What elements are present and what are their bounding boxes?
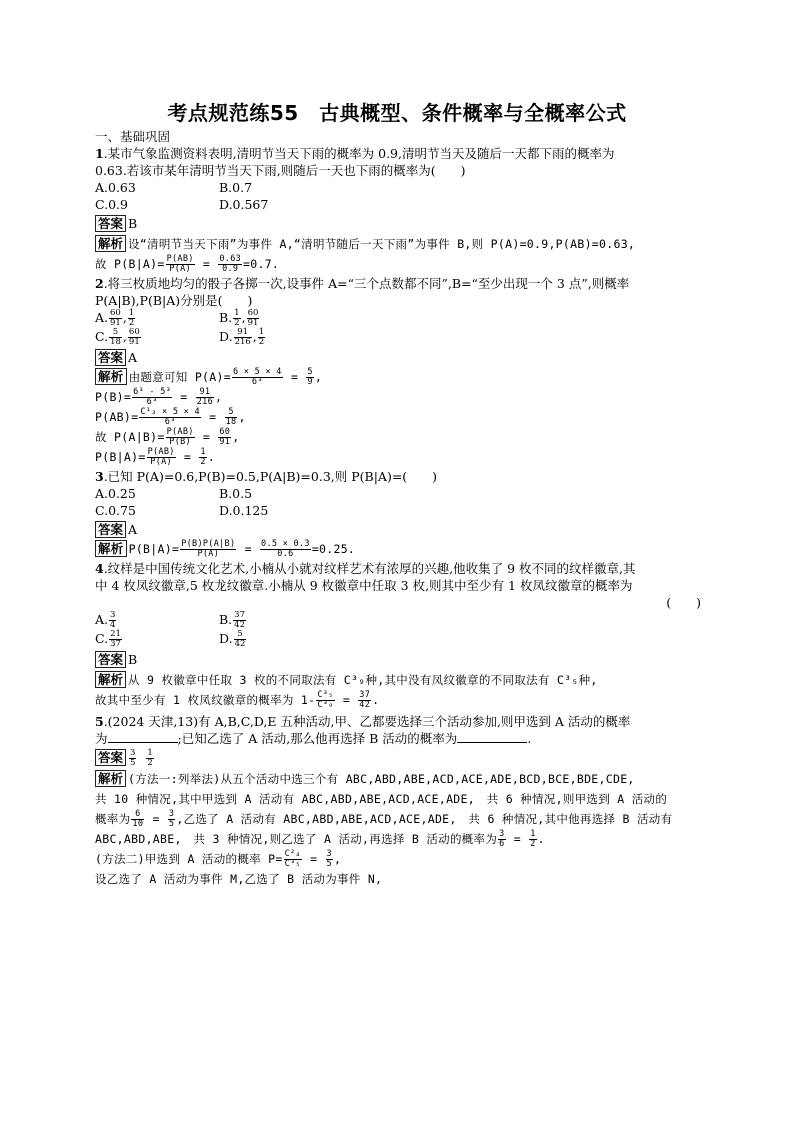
question-text: ;已知乙选了 A 活动,那么他再选择 B 活动的概率为 [177,731,458,746]
solution-text: 设乙选了 A 活动为事件 M,乙选了 B 活动为事件 N, [95,872,383,886]
question-text: 中 4 枚凤纹徽章,5 枚龙纹徽章.小楠从 9 枚徽章中任取 3 枚,则其中至少有 1 枚凤纹徽章的概率为 [95,578,633,593]
option-c: C. $\frac{5}{18}$ , $\frac{60}{91}$ [95,327,140,347]
option-c: C.0.75 [95,503,136,518]
option-b: B.0.5 [219,486,253,501]
option-b: B.0.7 [219,180,253,195]
question-text: .将三枚质地均匀的骰子各掷一次,设事件 A=“三个点数都不同”,B=“至少出现一个 3 点”,则概率 [103,276,630,291]
option-d: D. $\frac{91}{216}$ , $\frac{1}{2}$ [219,327,265,347]
answer-paren: ( ) [666,595,701,610]
answer-blank[interactable] [108,730,178,743]
question-text: .纹样是中国传统文化艺术,小楠从小就对纹样艺术有浓厚的兴趣,他收集了 9 枚不同的纹样徽章,其 [103,561,636,576]
option-a: A.0.25 [95,486,136,501]
question-text: P(A|B),P(B|A)分别是( ) [95,293,253,308]
answer-value: B [128,216,138,231]
page-title: 考点规范练55 古典概型、条件概率与全概率公式 [167,101,627,125]
answer-value: A [128,350,138,365]
analysis-label: 解析 [95,671,126,688]
question-3: 3.已知 P(A)=0.6,P(B)=0.5,P(A|B)=0.3,则 P(B|A)=( ) A.0.25 B.0.5 C.0.75 D.0.125 答案 A 解析 P(B|A)= $\frac{P(B)P(A|B)}{P(A)}$ = $\frac{0.5 \times 0.3}{0.6}$ =0.25. [95,469,438,559]
solution-text: 故 P(A|B)= [95,430,165,444]
option-d: D.0.567 [219,197,269,212]
analysis-label: 解析 [95,368,127,385]
answer-label: 答案 [95,521,126,538]
solution-text: ABC,ABD,ABE, 共 3 种情况,则乙选了 A 活动,再选择 B 活动的概率为 [95,832,498,846]
solution-text: P(B|A)= [128,542,180,556]
question-4: 4.纹样是中国传统文化艺术,小楠从小就对纹样艺术有浓厚的兴趣,他收集了 9 枚不同的纹样徽章,其 中 4 枚凤纹徽章,5 枚龙纹徽章.小楠从 9 枚徽章中任取 3 枚,则其中至少有 1 枚凤纹徽章的概率为 ( ) A. $\frac{3}{4}$ B. $\frac{37}{42}$ C. $\frac{21}{37}$ D. $\frac{5}{42}$ 答案 B 解析 从 9 枚徽章中任取 3 枚的不同取法有 C³₉种,其中没有凤纹徽章的不同取法有 C³₅种, 故其中至少有 1 枚凤纹徽章的概率为 1- $\frac{\text{C³₅}}{\text{C³₉}}$ = $\frac{37}{42}$ . [95,560,705,710]
question-number: 5 [95,714,104,729]
question-number: 4 [95,561,104,576]
answer-label: 答案 [95,749,126,766]
analysis-label: 解析 [95,540,127,557]
solution-text: 概率为 [95,812,131,826]
solution-text: 设“清明节当天下雨”为事件 A,“清明节随后一天下雨”为事件 B,则 P(A)=0.9,P(AB)=0.63, [128,237,636,251]
answer-blank[interactable] [457,730,527,743]
question-text: .(2024 天津,13)有 A,B,C,D,E 五种活动,甲、乙都要选择三个活动参加,则甲选到 A 活动的概率 [103,714,631,729]
question-1: 1.某市气象监测资料表明,清明节当天下雨的概率为 0.9,清明节当天及随后一天都下雨的概率为 0.63.若该市某年清明节当天下雨,则随后一天也下雨的概率为( ) A.0.63 B.0.7 C.0.9 D.0.567 答案 B 解析 设“清明节当天下雨”为事件 A,“清明节随后一天下雨”为事件 B,则 P(A)=0.9,P(AB)=0.63, 故 P(B|A)= $\frac{P(AB)}{P(A)}$ = $\frac{0.63}{0.9}$ =0.7. [95,145,705,274]
question-number: 1 [95,146,104,161]
question-2: 2.将三枚质地均匀的骰子各掷一次,设事件 A=“三个点数都不同”,B=“至少出现一个 3 点”,则概率 P(A|B),P(B|A)分别是( ) A. $\frac{60}{91}$ , $\frac{1}{2}$ B. $\frac{1}{2}$ , $\frac{60}{91}$ C. $\frac{5}{18}$ , $\frac{60}{91}$ D. $\frac{91}{216}$ , $\frac{1}{2}$ 答案 A 解析 由题意可知 P(A)= $\frac{6 \times 5 \times 4}{\text{6³}}$ = $\frac{5}{9}$ , P(B)= $\frac{\text{6³ - 5³}}{\text{6³}}$ = $\frac{91}{216}$ , P(AB)= $\frac{\text{C¹₃ × 5 × 4}}{\text{6³}}$ = $\frac{5}{18}$ , 故 P(A|B)= $\frac{P(AB)}{P(B)}$ = $\frac{60}{91}$ , P(B|A)= $\frac{P(AB)}{P(A)}$ = $\frac{1}{2}$ . [95,275,705,467]
answer-value: $\frac{1}{2}$ [147,748,153,768]
answer-value: $\frac{3}{5}$ [130,748,136,768]
answer-label: 答案 [95,215,126,232]
option-a: A. $\frac{3}{4}$ [95,610,116,630]
solution-text: 从 9 枚徽章中任取 3 枚的不同取法有 C³₉种,其中没有凤纹徽章的不同取法有 C³₅种, [128,673,598,687]
question-text: 0.63.若该市某年清明节当天下雨,则随后一天也下雨的概率为( ) [95,163,466,178]
solution-text: P(B|A)= [95,450,146,464]
option-c: C. $\frac{21}{37}$ [95,629,121,649]
section-heading: 一、基础巩固 [95,129,171,144]
content-body [95,128,705,890]
option-c: C.0.9 [95,197,128,212]
solution-text: 故 P(B|A)= [95,257,165,271]
question-text: .某市气象监测资料表明,清明节当天下雨的概率为 0.9,清明节当天及随后一天都下雨的概率为 [103,146,615,161]
option-a: A.0.63 [95,180,136,195]
analysis-label: 解析 [95,235,126,252]
analysis-label: 解析 [95,770,126,787]
question-number: 2 [95,276,104,291]
answer-value: A [128,522,138,537]
option-b: B. $\frac{1}{2}$ , $\frac{60}{91}$ [219,308,259,328]
solution-text: 共 10 种情况,其中甲选到 A 活动有 ABC,ABD,ABE,ACD,ACE,ADE, 共 6 种情况,则甲选到 A 活动的 [95,792,668,806]
answer-label: 答案 [95,349,126,366]
option-d: D. $\frac{5}{42}$ [219,629,246,649]
fraction: $\frac{0.63}{0.9}$ [219,254,242,274]
question-text: .已知 P(A)=0.6,P(B)=0.5,P(A|B)=0.3,则 P(B|A)=( ) [103,469,438,484]
option-d: D.0.125 [219,503,269,518]
option-b: B. $\frac{37}{42}$ [219,610,245,630]
question-5: 5.(2024 天津,13)有 A,B,C,D,E 五种活动,甲、乙都要选择三个活动参加,则甲选到 A 活动的概率 为 ;已知乙选了 A 活动,那么他再选择 B 活动的概率为 . 答案 $\frac{3}{5}$ $\frac{1}{2}$ 解析 (方法一:列举法)从五个活动中选三个有 ABC,ABD,ABE,ACD,ACE,ADE,BCD,BCE,BDE,CDE, 共 10 种情况,其中甲选到 A 活动有 ABC,ABD,ABE,ACD,ACE,ADE, 共 6 种情况,则甲选到 A 活动的 概率为 $\frac{6}{10}$ = $\frac{3}{5}$ ,乙选了 A 活动有 ABC,ABD,ABE,ACD,ACE,ADE, 共 6 种情况,其中他再选择 B 活动有 ABC,ABD,ABE, 共 3 种情况,则乙选了 A 活动,再选择 B 活动的概率为 $\frac{3}{6}$ = $\frac{1}{2}$ . (方法二)甲选到 A 活动的概率 P= $\frac{\text{C²₄}}{\text{C³₅}}$ = $\frac{3}{5}$ , 设乙选了 A 活动为事件 M,乙选了 B 活动为事件 N, [95,713,705,889]
fraction: $\frac{P(AB)}{P(A)}$ [166,254,194,274]
question-number: 3 [95,469,104,484]
solution-text: P(B)= [95,390,132,404]
question-text: 为 [95,731,108,746]
answer-label: 答案 [95,651,126,668]
solution-text: 由题意可知 P(A)= [128,370,231,384]
solution-text: (方法一:列举法)从五个活动中选三个有 ABC,ABD,ABE,ACD,ACE,ADE,BCD,BCE,BDE,CDE, [128,772,635,786]
solution-text: P(AB)= [95,410,139,424]
answer-value: B [128,652,138,667]
solution-text: (方法二)甲选到 A 活动的概率 P= [95,852,283,866]
solution-text: 故其中至少有 1 枚凤纹徽章的概率为 1- [95,693,316,707]
option-a: A. $\frac{60}{91}$ , $\frac{1}{2}$ [95,308,135,328]
